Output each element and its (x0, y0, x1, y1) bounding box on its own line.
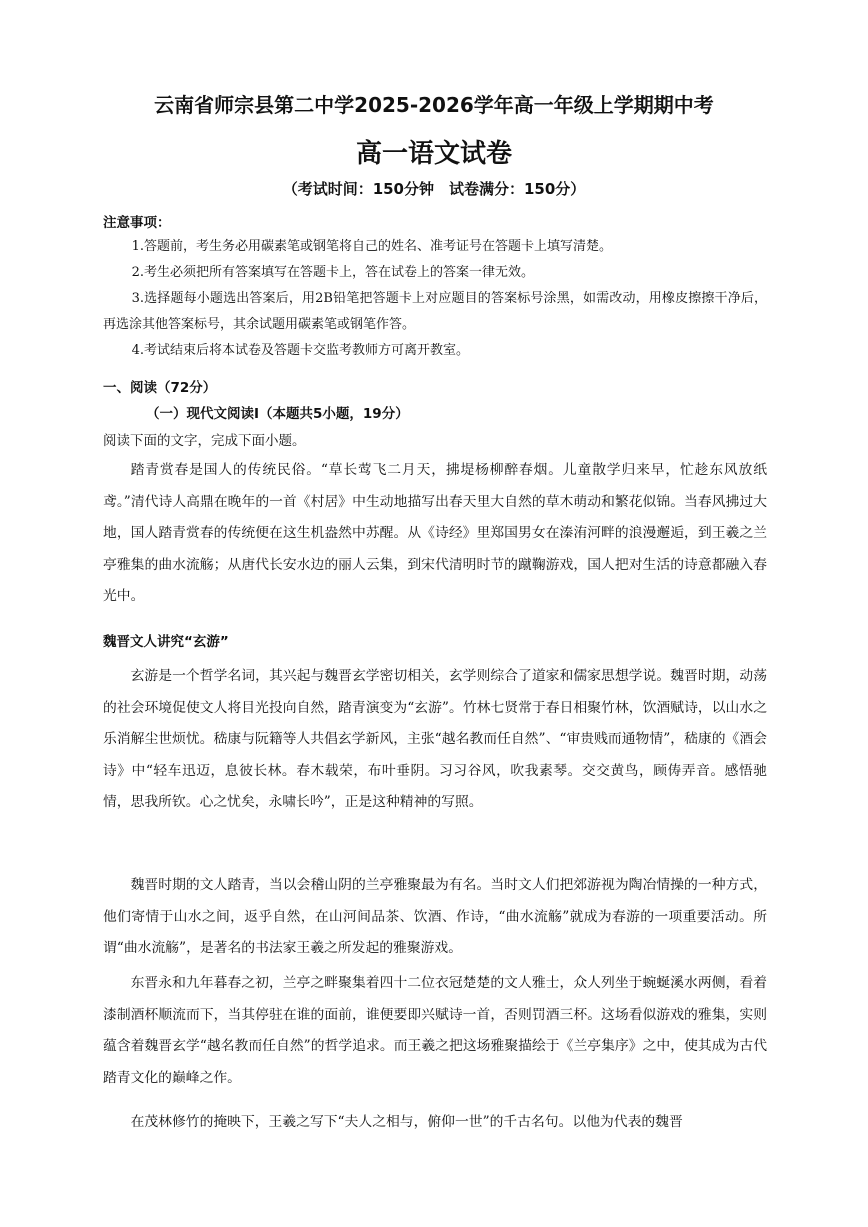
notice-heading: 注意事项： (103, 215, 171, 231)
notice-item: 1.答题前，考生务必用碳素笔或钢笔将自己的姓名、准考证号在答题卡上填写清楚。 (131, 239, 612, 254)
article-paragraph: 东晋永和九年暮春之初，兰亭之畔聚集着四十二位衣冠楚楚的文人雅士，众人列坐于蜿蜒溪水两侧，看着漆制酒杯顺流而下，当其停驻在谁的面前，谁便要即兴赋诗一首，否则罚酒三杯。这场看似游戏的雅集，实则蕴含着魏晋玄学“越名教而任自然”的哲学追求。而王羲之把这场雅聚描绘于《兰亭集序》之中，使其成为古代踏青文化的巅峰之作。 (103, 975, 767, 1086)
notice-item: 2.考生必须把所有答案填写在答题卡上，答在试卷上的答案一律无效。 (131, 265, 534, 280)
notice-list (103, 234, 767, 364)
exam-info: （考试时间：150分钟 试卷满分：150分） (282, 180, 586, 198)
section-heading: 一、阅读（72分） (103, 380, 217, 396)
school-title: 云南省师宗县第二中学2025-2026学年高一年级上学期期中考 (154, 93, 714, 117)
notice-item: 4.考试结束后将本试卷及答题卡交监考教师方可离开教室。 (131, 343, 469, 358)
notice-item: 3.选择题每小题选出答案后，用2B铅笔把答题卡上对应题目的答案标号涂黑，如需改动，用橡皮擦擦干净后，再选涂其他答案标号，其余试题用碳素笔或钢笔作答。 (103, 291, 767, 332)
article-paragraph: 魏晋时期的文人踏青，当以会稽山阴的兰亭雅聚最为有名。当时文人们把郊游视为陶冶情操的一种方式，他们寄情于山水之间，返乎自然，在山河间品茶、饮酒、作诗，“曲水流觞”就成为春游的一项重要活动。所谓“曲水流觞”，是著名的书法家王羲之所发起的雅聚游戏。 (103, 877, 767, 956)
article-paragraph: 玄游是一个哲学名词，其兴起与魏晋玄学密切相关，玄学则综合了道家和儒家思想学说。魏晋时期，动荡的社会环境促使文人将目光投向自然，踏青演变为“玄游”。竹林七贤常于春日相聚竹林，饮酒赋诗，以山水之乐消解尘世烦忧。嵇康与阮籍等人共倡玄学新风，主张“越名教而任自然”、“审贵贱而通物情”，嵇康的《酒会诗》中“轻车迅迈，息彼长林。春木载荣，布叶垂阴。习习谷风，吹我素琴。交交黄鸟，顾俦弄音。感悟驰情，思我所钦。心之忧矣，永啸长吟”，正是这种精神的写照。 (103, 668, 767, 810)
article-subheading: 魏晋文人讲究“玄游” (103, 634, 229, 650)
article-paragraph: 踏青赏春是国人的传统民俗。“草长莺飞二月天，拂堤杨柳醉春烟。儿童散学归来早，忙趁东风放纸鸢。”清代诗人高鼎在晚年的一首《村居》中生动地描写出春天里大自然的草木萌动和繁花似锦。当春风拂过大地，国人踏青赏春的传统便在这生机盎然中苏醒。从《诗经》里郑国男女在溱洧河畔的浪漫邂逅，到王羲之兰亭雅集的曲水流觞；从唐代长安水边的丽人云集，到宋代清明时节的蹴鞠游戏，国人把对生活的诗意都融入春光中。 (103, 462, 767, 604)
exam-title: 高一语文试卷 (355, 139, 512, 169)
subsection-heading: （一）现代文阅读Ⅰ（本题共5小题，19分） (146, 406, 409, 422)
article-paragraph: 在茂林修竹的掩映下，王羲之写下“夫人之相与，俯仰一世”的千古名句。以他为代表的魏晋 (130, 1114, 683, 1130)
reading-instruction: 阅读下面的文字，完成下面小题。 (103, 433, 306, 449)
